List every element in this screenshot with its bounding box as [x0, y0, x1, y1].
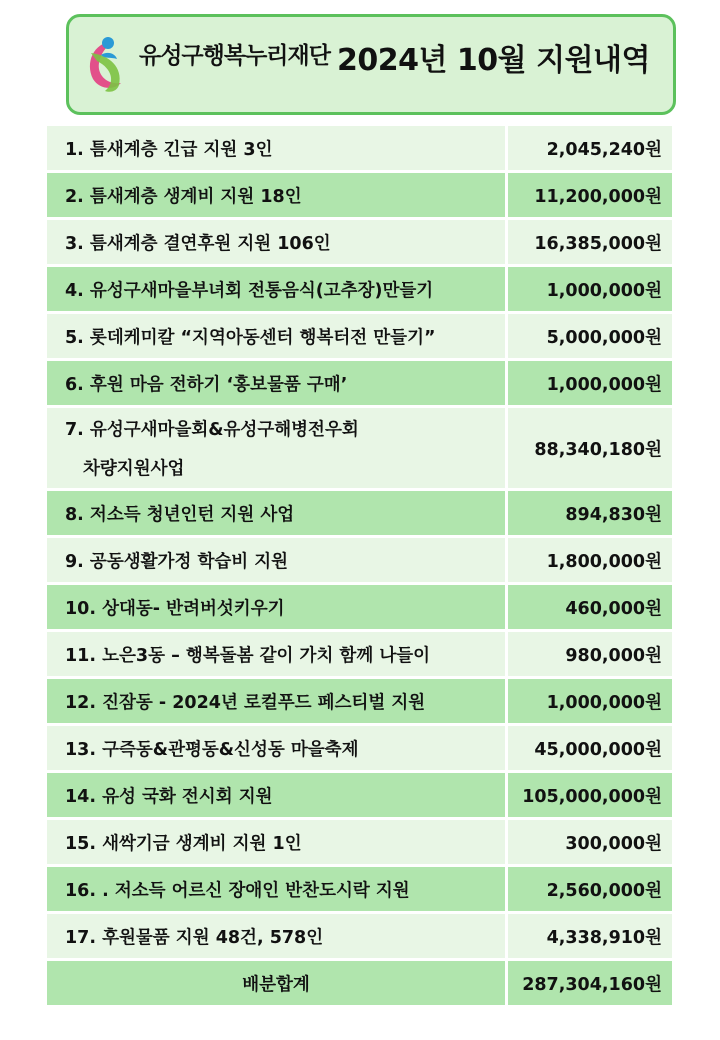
row-label: 9. 공동생활가정 학습비 지원	[47, 538, 508, 585]
table-row	[47, 914, 672, 961]
title-banner	[66, 14, 676, 115]
table-row	[47, 538, 672, 585]
row-label: 4. 유성구새마을부녀회 전통음식(고추장)만들기	[47, 267, 508, 314]
table-row	[47, 173, 672, 220]
row-label	[47, 408, 508, 491]
table-row	[47, 126, 672, 173]
total-amount: 287,304,160원	[508, 961, 672, 1008]
row-label: 3. 틈새계층 결연후원 지원 106인	[47, 220, 508, 267]
row-amount: 1,000,000원	[508, 267, 672, 314]
row-amount: 300,000원	[508, 820, 672, 867]
row-amount: 16,385,000원	[508, 220, 672, 267]
row-label: 8. 저소득 청년인턴 지원 사업	[47, 491, 508, 538]
table-row	[47, 220, 672, 267]
table-row	[47, 867, 672, 914]
foundation-logo-icon	[83, 33, 129, 93]
row-amount: 460,000원	[508, 585, 672, 632]
row-amount: 1,000,000원	[508, 361, 672, 408]
row-label: 10. 상대동- 반려버섯키우기	[47, 585, 508, 632]
row-label: 17. 후원물품 지원 48건, 578인	[47, 914, 508, 961]
table-row	[47, 585, 672, 632]
row-amount: 2,045,240원	[508, 126, 672, 173]
row-amount: 980,000원	[508, 632, 672, 679]
row-amount: 4,338,910원	[508, 914, 672, 961]
table-row	[47, 820, 672, 867]
organization-name: 유성구행복누리재단	[139, 43, 330, 69]
table-row	[47, 491, 672, 538]
table-row	[47, 408, 672, 491]
row-label: 1. 틈새계층 긴급 지원 3인	[47, 126, 508, 173]
row-label: 5. 롯데케미칼 “지역아동센터 행복터전 만들기”	[47, 314, 508, 361]
row-amount: 5,000,000원	[508, 314, 672, 361]
table-row	[47, 314, 672, 361]
row-label: 16. . 저소득 어르신 장애인 반찬도시락 지원	[47, 867, 508, 914]
row-amount: 894,830원	[508, 491, 672, 538]
table-row	[47, 361, 672, 408]
table-row	[47, 726, 672, 773]
row-label: 15. 새싹기금 생계비 지원 1인	[47, 820, 508, 867]
row-label: 2. 틈새계층 생계비 지원 18인	[47, 173, 508, 220]
table-row	[47, 773, 672, 820]
row-label: 13. 구즉동&관평동&신성동 마을축제	[47, 726, 508, 773]
total-row	[47, 961, 672, 1008]
row-amount: 1,000,000원	[508, 679, 672, 726]
total-label: 배분합계	[47, 961, 508, 1008]
row-amount: 11,200,000원	[508, 173, 672, 220]
row-label: 11. 노은3동 – 행복돌봄 같이 가치 함께 나들이	[47, 632, 508, 679]
row-label: 14. 유성 국화 전시회 지원	[47, 773, 508, 820]
row-amount: 88,340,180원	[508, 408, 672, 491]
table-row	[47, 632, 672, 679]
row-label-line1: 7. 유성구새마을회&유성구해병전우회	[65, 420, 359, 440]
row-amount: 105,000,000원	[508, 773, 672, 820]
row-label: 6. 후원 마음 전하기 ‘홍보물품 구매’	[47, 361, 508, 408]
table-row	[47, 679, 672, 726]
row-amount: 2,560,000원	[508, 867, 672, 914]
row-amount: 45,000,000원	[508, 726, 672, 773]
row-label-line2: 차량지원사업	[83, 459, 185, 479]
page-title: 2024년 10월 지원내역	[337, 43, 651, 78]
table-row	[47, 267, 672, 314]
row-label: 12. 진잠동 - 2024년 로컬푸드 페스티벌 지원	[47, 679, 508, 726]
support-table	[47, 126, 672, 1008]
row-amount: 1,800,000원	[508, 538, 672, 585]
